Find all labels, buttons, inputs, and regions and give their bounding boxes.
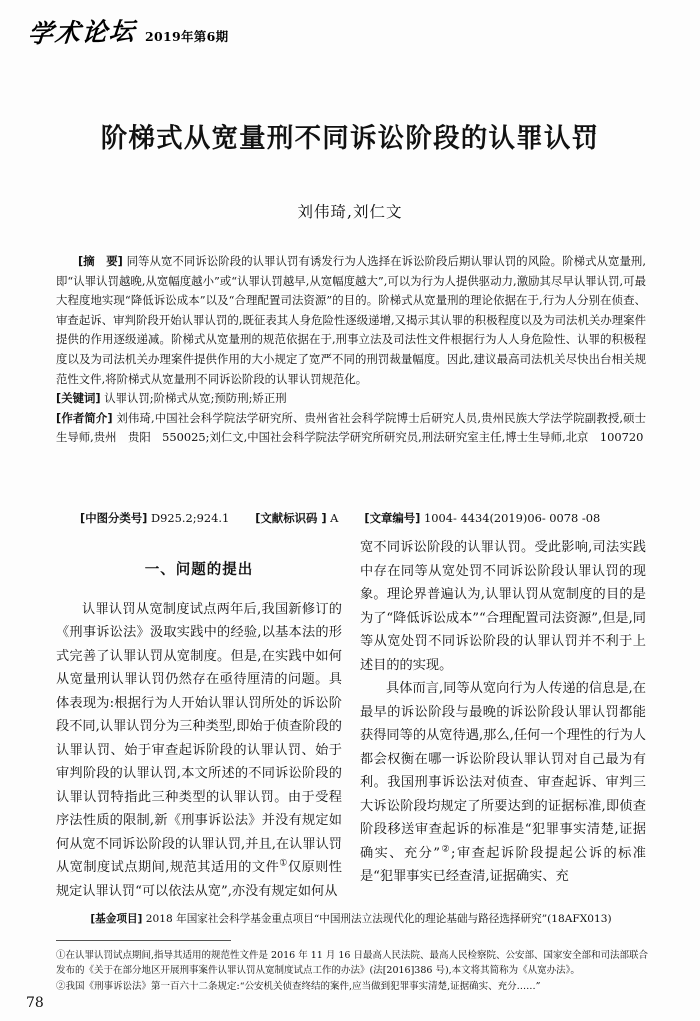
paragraph-text: 宽不同诉讼阶段的认罪认罚。受此影响,司法实践中存在同等从宽处罚不同诉讼阶段认罪认罚的现象。理论界普遍认为,认罪认罚从宽制度的目的是为了“降低诉讼成本”“合理配置司法资源”,但是,同等从宽处罚不同诉讼阶段的认罪认罚并不利于上述目的的实现。 (360, 540, 646, 673)
clc-label: [中图分类号] (80, 511, 148, 525)
footnote-divider (56, 940, 231, 941)
abstract-paragraph (56, 252, 646, 389)
footnote-marker[interactable]: ② (440, 844, 452, 855)
paragraph (56, 598, 342, 904)
footnote-item: ①在认罪认罚试点期间,指导其适用的规范性文件是 2016 年 11 月 16 日最高人民法院、最高人民检察院、公安部、国家安全部和司法部联合发布的《关于在部分地区开展刑事案件认罪认罚从宽制度试点工作的办法》(法[2016]386 号),本文将其简称为《从宽办法》。 (56, 950, 648, 977)
funding-note (56, 912, 646, 928)
issue-label: 2019年第6期 (145, 28, 229, 44)
article-id-value: 1004- 4434(2019)06- 0078 -08 (424, 511, 601, 525)
page-number: 78 (26, 995, 44, 1011)
paragraph-text-cont: ;审查起诉阶段提起公诉的标准是“犯罪事实已经查清,证据确实、充 (360, 845, 646, 884)
clc-value: D925.2;924.1 (151, 511, 230, 525)
journal-logo: 学术论坛 (26, 16, 138, 49)
funding-label: [基金项目] (90, 913, 143, 925)
article-id-segment (364, 510, 600, 526)
keywords-paragraph (56, 389, 646, 409)
paragraph (360, 536, 646, 677)
footnote-marker[interactable]: ① (279, 858, 288, 869)
article-frontmatter (56, 252, 646, 448)
doc-code-segment (255, 510, 338, 526)
article-title: 阶梯式从宽量刑不同诉讼阶段的认罪认罚 (100, 123, 600, 154)
footnote-item: ②我国《刑事诉讼法》第一百六十二条规定:“公安机关侦查终结的案件,应当做到犯罪事实清楚,证据确实、充分……” (56, 980, 541, 992)
keywords-label: [关键词] (56, 391, 101, 406)
masthead (26, 16, 229, 49)
article-authors: 刘伟琦,刘仁文 (297, 203, 403, 221)
funding-text: 2018 年国家社会科学基金重点项目“中国刑法立法现代化的理论基础与路径选择研究”(18AFX013) (145, 913, 612, 925)
article-id-label: [文章编号] (364, 511, 421, 525)
clc-segment (80, 510, 229, 526)
paragraph-text: 具体而言,同等从宽向行为人传递的信息是,在最早的诉讼阶段与最晚的诉讼阶段认罪认罚都能获得同等的从宽待遇,那么,任何一个理性的行为人都会权衡在哪一诉讼阶段认罪认罚对自己最为有利。我国刑事诉讼法对侦查、审查起诉、审判三大诉讼阶段均规定了所要达到的证据标准,即侦查阶段移送审查起诉的标准是“犯罪事实清楚,证据确实、充分” (360, 681, 646, 861)
keywords-text: 认罪认罚;阶梯式从宽;预防刑;矫正刑 (104, 391, 287, 406)
doc-code-label: [文献标识码 ] (255, 511, 327, 525)
doc-code-value: A (330, 511, 339, 525)
abstract-text: 同等从宽不同诉讼阶段的认罪认罚有诱发行为人选择在诉讼阶段后期认罪认罚的风险。阶梯式从宽量刑,即“认罪认罚越晚,从宽幅度越小”或“认罪认罚越早,从宽幅度越大”,可以为行为人提供驱动力,激励其尽早认罪认罚,可最大程度地实现“降低诉讼成本”以及“合理配置司法资源”的目的。阶梯式从宽量刑的理论依据在于,行为人分别在侦查、审查起诉、审判阶段开始认罪认罚的,既征表其人身危险性逐级递增,又揭示其认罪的积极程度以及为司法机关办理案件提供的作用逐级递减。阶梯式从宽量刑的规范依据在于,刑事立法及司法性文件根据行为人人身危险性、认罪的积极程度以及为司法机关办理案件提供作用的大小规定了宽严不同的刑罚裁量幅度。因此,建议最高司法机关尽快出台相关规范性文件,将阶梯式从宽量刑不同诉讼阶段的认罪认罚规范化。 (56, 254, 647, 386)
section-heading: 一、问题的提出 (144, 562, 254, 578)
right-column (360, 536, 646, 908)
author-bio-text: 刘伟琦,中国社会科学院法学研究所、贵州省社会科学院博士后研究人员,贵州民族大学法学院副教授,硕士生导师,贵州 贵阳 550025;刘仁文,中国社会科学院法学研究所研究员,刑法研究室主任,博士生导师,北京 100720 (56, 410, 647, 445)
body-columns (56, 536, 646, 908)
author-bio-label: [作者简介] (56, 410, 113, 425)
footnote-list (56, 948, 648, 994)
paragraph-text-cont: 仅原则性规定认罪认罚“可以依法从宽”,亦没有规定如何从 (56, 860, 342, 899)
paragraph-text: 认罪认罚从宽制度试点两年后,我国新修订的《刑事诉讼法》汲取实践中的经验,以基本法的形式完善了认罪认罚从宽制度。但是,在实践中如何从宽量刑认罪认罚仍然存在亟待厘清的问题。具体表现为:根据行为人开始认罪认罚所处的诉讼阶段不同,认罪认罚分为三种类型,即始于侦查阶段的认罪认罚、始于审查起诉阶段的认罪认罚、始于审判阶段的认罪认罚,本文所述的不同诉讼阶段的认罪认罚特指此三种类型的认罪认罚。由于受程序法性质的限制,新《刑事诉讼法》并没有规定如何从宽不同诉讼阶段的认罪认罚,并且,在认罪认罚从宽制度试点期间,规范其适用的文件 (56, 601, 342, 876)
author-bio-paragraph (56, 409, 646, 448)
classification-line (56, 510, 646, 526)
paragraph (360, 677, 646, 889)
left-column (56, 536, 342, 908)
abstract-label: [摘 要] (78, 254, 123, 268)
